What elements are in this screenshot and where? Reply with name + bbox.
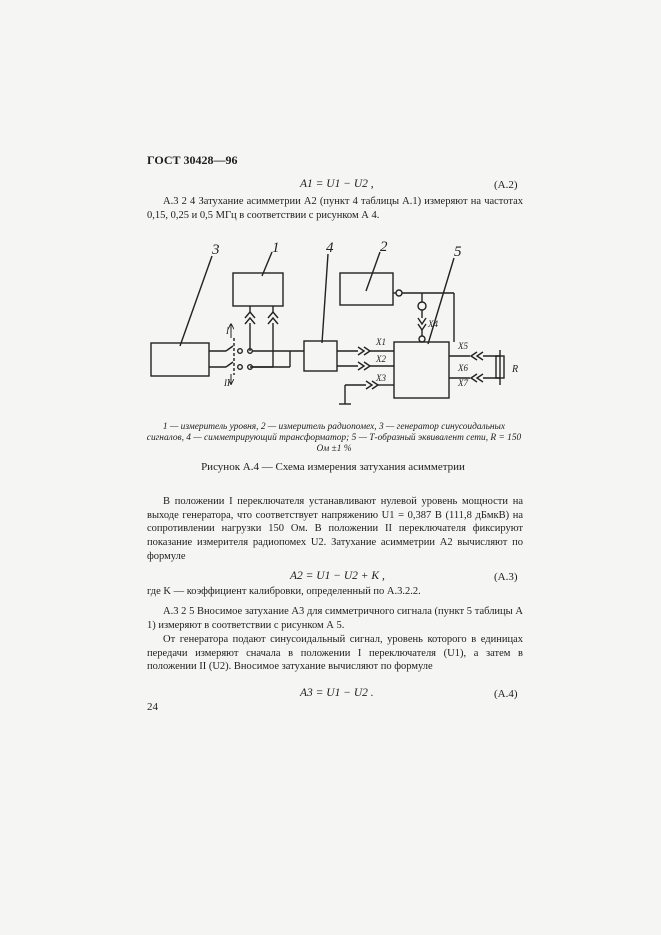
generator-block: [151, 343, 209, 376]
transformer-block: [304, 341, 337, 371]
page-number: 24: [147, 701, 158, 713]
switch-position-i: I: [226, 326, 229, 336]
level-meter-block: [233, 273, 283, 306]
document-header: ГОСТ 30428—96: [147, 153, 238, 167]
port-x2: X2: [376, 354, 386, 364]
port-x4: X4: [428, 319, 438, 329]
formula-a2-text: A1 = U1 − U2 ,: [300, 178, 374, 190]
paragraph-a325: А.3 2 5 Вносимое затухание A3 для симметричного сигнала (пункт 5 таблицы А 1) измеряют в соответствии с рисунком А 5.: [147, 606, 523, 631]
formula-a4: A3 = U1 − U2 .: [300, 687, 374, 699]
label-resistor-r: R: [512, 364, 519, 375]
figure-title: Рисунок А.4 — Схема измерения затухания асимметрии: [201, 461, 465, 473]
formula-a3: A2 = U1 − U2 + K ,: [290, 570, 385, 582]
label-block-4: 4: [326, 240, 334, 256]
label-block-3: 3: [212, 242, 220, 258]
formula-a2-number: (А.2): [494, 179, 518, 191]
label-block-2: 2: [380, 239, 388, 255]
formula-a3-number: (А.3): [494, 571, 518, 583]
switch-position-ii: II: [224, 378, 230, 388]
circuit-diagram: [140, 238, 530, 416]
figure-caption: 1 — измеритель уровня, 2 — измеритель радиопомех, 3 — генератор синусоидальных сигналов, 4 — симметрирующий трансформатор; 5 — Т-образный эквивалент сети, R = 150 Ом ±1 %: [146, 422, 522, 455]
paragraph-generator-signal: От генератора подают синусоидальный сигнал, уровень которого в единицах передачи измеряют сначала в положении I переключателя (U1), а затем в положении II (U2). Вносимое затухание вычисляют по формуле: [147, 634, 523, 673]
formula-a2: [300, 178, 374, 190]
port-x7: X7: [458, 378, 468, 388]
label-block-1: 1: [272, 240, 280, 256]
port-x6: X6: [458, 363, 468, 373]
paragraph-switch-position: В положении I переключателя устанавливают нулевой уровень мощности на выходе генератора, что соответствует напряжению U1 = 0,387 В (111,8 дБмкВ) на сопротивлении нагрузки 150 Ом. В положении II переключателя фиксируют показание измерителя радиопомех U2. Затухание асимметрии A2 вычисляют по формуле: [147, 496, 523, 562]
t-equivalent-block: [394, 342, 449, 398]
paragraph-a324: А.3 2 4 Затухание асимметрии A2 (пункт 4 таблицы А.1) измеряют на частотах 0,15, 0,25 и 0,5 МГц в соответствии с рисунком А 4.: [147, 196, 523, 221]
label-block-5: 5: [454, 244, 462, 260]
paragraph-coefficient-k: где K — коэффициент калибровки, определенный по А.3.2.2.: [147, 586, 421, 597]
port-x1: X1: [376, 337, 386, 347]
port-x5: X5: [458, 341, 468, 351]
formula-a4-number: (А.4): [494, 688, 518, 700]
port-x3: X3: [376, 373, 386, 383]
